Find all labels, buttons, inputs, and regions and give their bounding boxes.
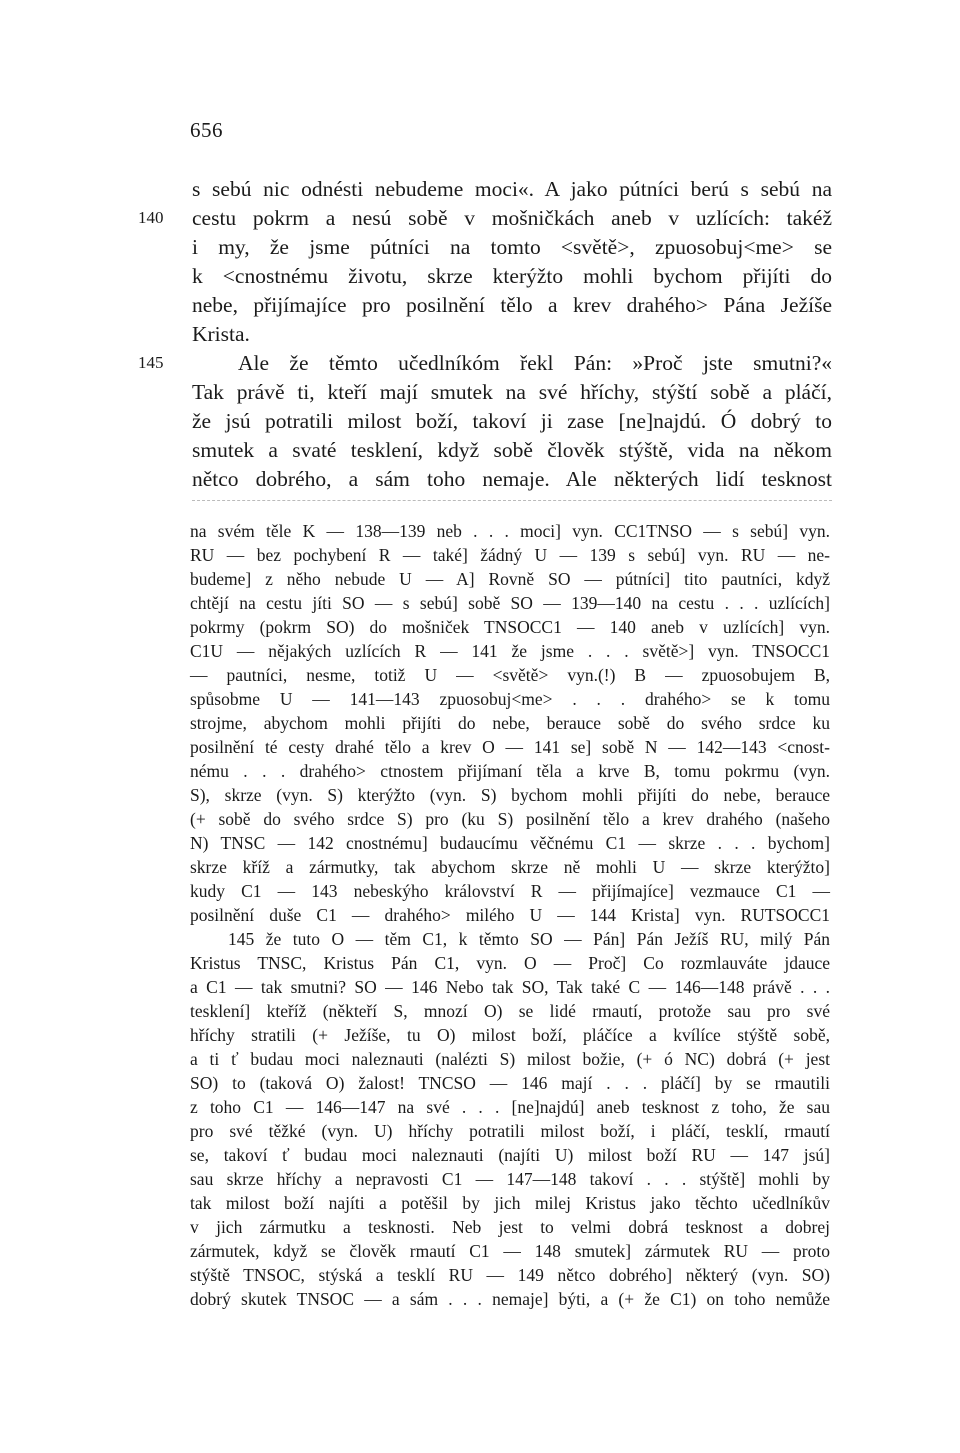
note-line: SO) to (taková O) žalost! TNCSO — 146 mají . . . pláčí] by se rmautili [190, 1073, 830, 1093]
note-line: sau skrze hříchy a nepravosti C1 — 147—148 takoví . . . stýště] mohli by [190, 1169, 830, 1189]
page-number: 656 [190, 118, 223, 142]
note-line: spůsobme U — 141—143 zpuosobuj<me> . . . drahého> se k tomu [190, 689, 830, 709]
note-line: a C1 — tak smutni? SO — 146 Nebo tak SO, Tak také C — 146—148 právě . . . [190, 977, 830, 997]
note-line: S), skrze (vyn. S) kterýžto (vyn. S) bychom mohli přijíti do nebe, berauce [190, 785, 830, 805]
note-line: RU — bez pochybení R — také] žádný U — 139 s sebú] vyn. RU — ne- [190, 545, 830, 565]
text-divider [192, 500, 832, 501]
note-line: pokrmy (pokrm SO) do mošniček TNSOCC1 — 140 aneb v uzlících] vyn. [190, 617, 830, 637]
note-line: dobrý skutek TNSOC — a sám . . . nemaje] býti, a (+ že C1) on toho nemůže [190, 1289, 830, 1309]
text-line: cestu pokrm a nesú sobě v mošničkách aneb v uzlících: takéž [192, 206, 832, 230]
text-line: že jsú potratili milost boží, takoví ji zase [ne]najdú. Ó dobrý to [192, 409, 832, 433]
note-line: (+ sobě do svého srdce S) pro (ku S) posilnění tělo a krev drahého (našeho [190, 809, 830, 829]
note-line: N) TNSC — 142 cnostnému] budaucímu věčnému C1 — skrze . . . bychom] [190, 833, 830, 853]
note-line: hříchy stratili (+ Ježíše, tu O) milost boží, pláčíce a kvílíce stýště sobě, [190, 1025, 830, 1045]
note-line: stýště TNSOC, stýská a tesklí RU — 149 nětco dobrého] některý (vyn. SO) [190, 1265, 830, 1285]
note-line: strojme, abychom mohli přijíti do nebe, berauce sobě do svého srdce ku [190, 713, 830, 733]
note-line: posilnění duše C1 — drahého> milého U — 144 Krista] vyn. RUTSOCC1 [190, 905, 830, 925]
text-line: Ale že těmto učedlníkóm řekl Pán: »Proč jste smutni?« [238, 351, 832, 375]
note-line: tesklení] kteříž (někteří S, mnozí O) se lidé rmautí, protože sau pro své [190, 1001, 830, 1021]
text-line: nebe, přijímajíce pro posilnění tělo a krev drahého> Pána Ježíše [192, 293, 832, 317]
note-line: chtějí na cestu jíti SO — s sebú] sobě SO — 139—140 na cestu . . . uzlících] [190, 593, 830, 613]
note-line: skrze kříž a zármutky, tak abychom skrze ně mohli U — skrze kterýžto] [190, 857, 830, 877]
note-line: se, takoví ť budau moci naleznauti (najíti U) milost boží RU — 147 jsú] [190, 1145, 830, 1165]
text-line: nětco dobrého, a sám toho nemaje. Ale některých lidí tesknost [192, 467, 832, 491]
text-line: i my, že jsme pútníci na tomto <světě>, zpuosobuj<me> se [192, 235, 832, 259]
text-line: k <cnostnému životu, skrze kterýžto mohli bychom přijíti do [192, 264, 832, 288]
note-line: z toho C1 — 146—147 na své . . . [ne]najdú] aneb tesknost z toho, že sau [190, 1097, 830, 1117]
note-line: C1U — nějakých uzlících R — 141 že jsme . . . světě>] vyn. TNSOCC1 [190, 641, 830, 661]
text-line: s sebú nic odnésti nebudeme moci«. A jako pútníci berú s sebú na [192, 177, 832, 201]
note-line: a ti ť budau moci naleznauti (nalézti S) milost božie, (+ ó NC) dobrá (+ jest [190, 1049, 830, 1069]
note-line: pro své těžké (vyn. U) hříchy potratili milost boží, i pláčí, tesklí, rmautí [190, 1121, 830, 1141]
text-line: Tak právě ti, kteří mají smutek na své hříchy, stýští sobě a pláčí, [192, 380, 832, 404]
note-line: 145 že tuto O — těm C1, k těmto SO — Pán] Pán Ježíš RU, milý Pán [228, 929, 830, 949]
note-line: na svém těle K — 138—139 neb . . . moci] vyn. CC1TNSO — s sebú] vyn. [190, 521, 830, 541]
note-line: kudy C1 — 143 nebeskýho království R — přijímajíce] vezmauce C1 — [190, 881, 830, 901]
note-line: nému . . . drahého> ctnostem přijímaní těla a krve B, tomu pokrmu (vyn. [190, 761, 830, 781]
line-number: 140 [138, 208, 164, 227]
note-line: tak milost boží najíti a potěšil by jich milej Kristus jako těchto učedlníkův [190, 1193, 830, 1213]
note-line: zármutek, když se člověk rmautí C1 — 148 smutek] zármutek RU — proto [190, 1241, 830, 1261]
note-line: v jich zármutku a tesknosti. Neb jest to velmi dobrá tesknost a dobrej [190, 1217, 830, 1237]
text-line: smutek a svaté tesklení, když sobě člověk stýště, vida na někom [192, 438, 832, 462]
note-line: budeme] z něho nebude U — A] Rovně SO — pútníci] tito pautníci, když [190, 569, 830, 589]
note-line: Kristus TNSC, Kristus Pán C1, vyn. O — Proč] Co rozmlauváte jdauce [190, 953, 830, 973]
text-line: Krista. [192, 322, 250, 346]
note-line: posilnění té cesty drahé tělo a krev O — 141 se] sobě N — 142—143 <cnost- [190, 737, 830, 757]
line-number: 145 [138, 353, 164, 372]
note-line: — pautníci, nesme, totiž U — <světě> vyn.(!) B — zpuosobujem B, [190, 665, 830, 685]
